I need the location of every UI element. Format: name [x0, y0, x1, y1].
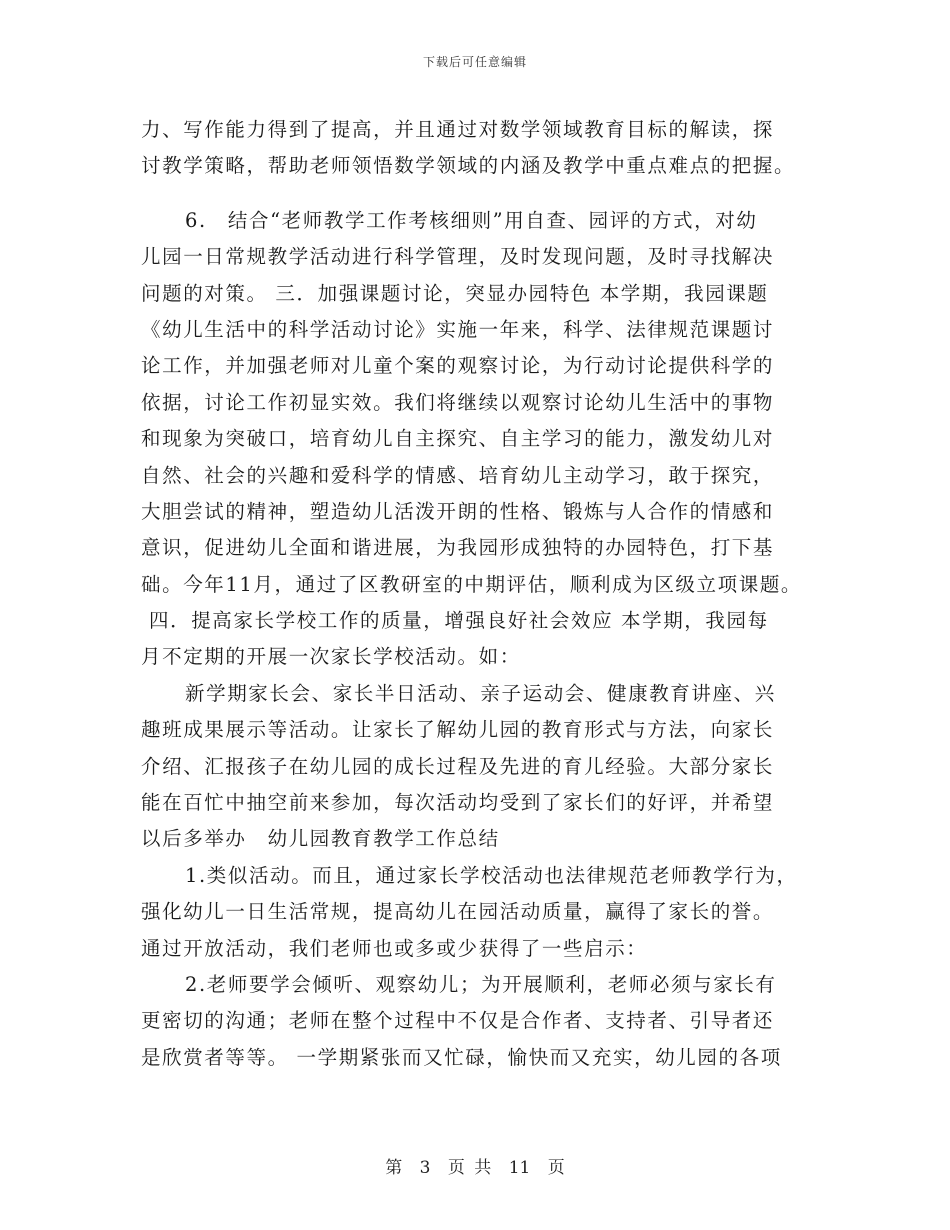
page-header: 下载后可任意编辑	[422, 55, 527, 69]
text-line: 趣班成果展示等活动。让家长了解幼儿园的教育形式与方法，向家长	[141, 718, 775, 742]
text-line: 1.类似活动。而且，通过家长学校活动也法律规范老师教学行为，	[185, 863, 798, 887]
text-line: 问题的对策。 三．加强课题讨论，突显办园特色 本学期，我园课题	[141, 281, 769, 305]
text-line: 更密切的沟通；老师在整个过程中不仅是合作者、支持者、引导者还	[141, 1009, 775, 1033]
text-line: 依据，讨论工作初显实效。我们将继续以观察讨论幼儿生活中的事物	[141, 390, 775, 414]
footer-total-pages: 11	[508, 1158, 531, 1178]
footer-prefix: 第	[385, 1158, 403, 1178]
text-line: 儿园一日常规教学活动进行科学管理，及时发现问题，及时寻找解决	[141, 245, 775, 269]
text-line: 和现象为突破口，培育幼儿自主探究、自主学习的能力，激发幼儿对	[141, 427, 775, 451]
footer-page-number: 3	[419, 1158, 431, 1178]
text-line: 2.老师要学会倾听、观察幼儿；为开展顺利，老师必须与家长有	[185, 972, 777, 996]
text-line: 力、写作能力得到了提高，并且通过对数学领域教育目标的解读，探	[141, 118, 775, 141]
footer-suffix: 页	[547, 1158, 565, 1178]
document-body	[141, 112, 821, 1076]
text-line: 意识，促进幼儿全面和谐进展，为我园形成独特的办园特色，打下基	[141, 536, 775, 560]
text-line: 能在百忙中抽空前来参加，每次活动均受到了家长们的好评，并希望	[141, 791, 775, 815]
text-line: 介绍、汇报孩子在幼儿园的成长过程及先进的育儿经验。大部分家长	[141, 754, 775, 778]
text-line: 通过开放活动，我们老师也或多或少获得了一些启示：	[141, 936, 648, 960]
footer-middle: 页 共	[447, 1158, 492, 1178]
text-line: 四．提高家长学校工作的质量，增强良好社会效应 本学期，我园每	[149, 609, 769, 633]
text-line: 强化幼儿一日生活常规，提高幼儿在园活动质量，赢得了家长的誉。	[141, 900, 775, 924]
text-line: 6. 结合“老师教学工作考核细则”用自查、园评的方式，对幼	[185, 208, 758, 232]
text-line: 《幼儿生活中的科学活动讨论》实施一年来，科学、法律规范课题讨	[141, 317, 775, 341]
text-line: 新学期家长会、家长半日活动、亲子运动会、健康教育讲座、兴	[185, 681, 776, 705]
text-line: 讨教学策略，帮助老师领悟数学领域的内涵及教学中重点难点的把握。	[141, 154, 796, 178]
text-line: 大胆尝试的精神，塑造幼儿活泼开朗的性格、锻炼与人合作的情感和	[141, 499, 775, 523]
text-line: 月不定期的开展一次家长学校活动。如：	[141, 645, 521, 669]
text-line: 础。今年11月，通过了区教研室的中期评估，顺利成为区级立项课题。	[141, 572, 803, 596]
text-line: 论工作，并加强老师对儿童个案的观察讨论，为行动讨论提供科学的	[141, 354, 775, 378]
text-line: 是欣赏者等等。 一学期紧张而又忙碌，愉快而又充实，幼儿园的各项	[141, 1045, 782, 1069]
page-footer	[0, 1153, 950, 1178]
text-line: 自然、社会的兴趣和爱科学的情感、培育幼儿主动学习，敢于探究，	[141, 463, 775, 487]
text-line: 以后多举办 幼儿园教育教学工作总结	[141, 827, 500, 851]
